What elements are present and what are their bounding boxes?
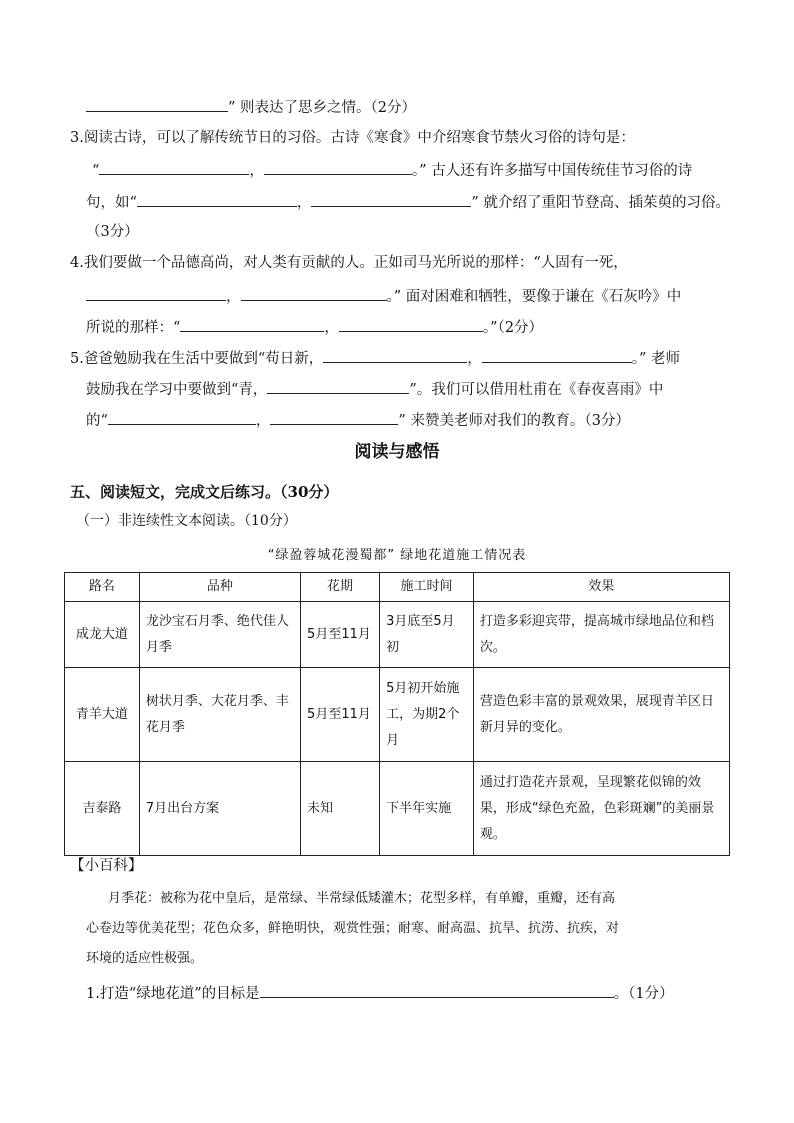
header-construction: 施工时间: [380, 573, 474, 602]
cell-variety: 龙沙宝石月季、绝代佳人月季: [139, 602, 300, 668]
wiki-line-3: 环境的适应性极强。: [86, 951, 204, 966]
q1-end: 。（1分）: [613, 986, 674, 1002]
q4-line3-end: 。”（2分）: [482, 320, 544, 336]
q1-start: 1.打造“绿地花道”的目标是: [86, 986, 260, 1002]
table-header-row: [65, 573, 730, 602]
table-title: “绿盈蓉城花漫蜀都” 绿地花道施工情况表: [267, 548, 527, 563]
wiki-label: 【小百科】: [70, 858, 143, 874]
q1-line: [86, 982, 674, 1004]
q5-line3: [86, 409, 630, 431]
q2-tail-text: ” 则表达了思乡之情。（2分）: [228, 100, 416, 116]
answer-blank[interactable]: [180, 316, 324, 332]
cell-construction: 5月初开始施工，为期2个月: [380, 668, 474, 762]
cell-effect: 打造多彩迎宾带，提高城市绿地品位和档次。: [473, 602, 729, 668]
answer-blank[interactable]: [339, 316, 483, 332]
q3-intro: 3.阅读古诗，可以了解传统节日的习俗。古诗《寒食》中介绍寒食节禁火习俗的诗句是：: [70, 130, 635, 146]
wiki-line-2: 心卷边等优美花型；花色众多，鲜艳明快，观赏性强；耐寒、耐高温、抗旱、抗涝、抗疾，对: [86, 921, 620, 936]
q5-line3-start: 的“: [86, 413, 108, 429]
header-road: 路名: [65, 573, 140, 602]
cell-bloom: 5月至11月: [301, 602, 380, 668]
header-variety: 品种: [139, 573, 300, 602]
q3-comma: ，: [249, 163, 264, 179]
q5-line1-end: 。” 老师: [631, 351, 681, 367]
answer-blank[interactable]: [108, 409, 256, 425]
cell-variety: 树状月季、大花月季、丰花月季: [139, 668, 300, 762]
q5-line1: [70, 347, 680, 369]
cell-effect: 营造色彩丰富的景观效果，展现青羊区日新月异的变化。: [473, 668, 729, 762]
section-five-title: 五、阅读短文，完成文后练习。（30分）: [70, 483, 339, 501]
q3-score: （3分）: [86, 224, 139, 240]
q5-comma: ，: [255, 413, 271, 429]
q5-line3-end: ” 来赞美老师对我们的教育。（3分）: [398, 413, 630, 429]
q3-comma: ，: [296, 195, 312, 211]
q4-comma: ，: [324, 320, 339, 336]
q5-line2-start: 鼓励我在学习中要做到“青，: [86, 382, 268, 398]
q5-line2: [86, 378, 663, 400]
answer-blank[interactable]: [311, 191, 471, 207]
q5-comma: ，: [467, 351, 482, 367]
table-row: [65, 602, 730, 668]
cell-bloom: 5月至11月: [301, 668, 380, 762]
wiki-line-1: 月季花：被称为花中皇后，是常绿、半常绿低矮灌木；花型多样，有单瓣，重瓣，还有高: [108, 891, 616, 906]
q4-line3-start: 所说的那样：“: [86, 320, 181, 336]
q4-line2: [86, 285, 681, 307]
q3-line2: [92, 159, 692, 181]
answer-blank[interactable]: [267, 378, 409, 394]
cell-road: 青羊大道: [65, 668, 140, 762]
answer-blank[interactable]: [260, 982, 614, 998]
cell-construction: 下半年实施: [380, 762, 474, 856]
cell-variety: 7月出台方案: [139, 762, 300, 856]
construction-table: [64, 572, 730, 856]
table-row: [65, 762, 730, 856]
answer-blank[interactable]: [482, 347, 632, 363]
q3-open-quote: “: [92, 163, 100, 179]
q4-mid-text: 。” 面对困难和牺牲，要像于谦在《石灰吟》中: [386, 289, 682, 305]
q2-tail-line: [86, 96, 416, 118]
q3-mid-text: 。” 古人还有许多描写中国传统佳节习俗的诗: [411, 163, 693, 179]
q4-line3: [86, 316, 543, 338]
answer-blank[interactable]: [241, 285, 387, 301]
q3-line3-start: 句，如“: [86, 195, 137, 211]
reading-title: 阅读与感悟: [354, 442, 440, 462]
q3-line3: [86, 191, 730, 213]
q3-line3-end: ” 就介绍了重阳节登高、插茱萸的习俗。: [471, 195, 730, 211]
table-row: [65, 668, 730, 762]
answer-blank[interactable]: [86, 285, 226, 301]
cell-effect: 通过打造花卉景观，呈现繁花似锦的效果，形成“绿色充盈，色彩斑斓”的美丽景观。: [473, 762, 729, 856]
cell-construction: 3月底至5月初: [380, 602, 474, 668]
q4-intro: 4.我们要做一个品德高尚，对人类有贡献的人。正如司马光所说的那样：“人固有一死，: [70, 255, 628, 271]
q4-comma: ，: [226, 289, 241, 305]
cell-road: 吉泰路: [65, 762, 140, 856]
answer-blank[interactable]: [99, 159, 249, 175]
cell-bloom: 未知: [301, 762, 380, 856]
cell-road: 成龙大道: [65, 602, 140, 668]
answer-blank[interactable]: [86, 96, 228, 112]
header-bloom: 花期: [301, 573, 380, 602]
answer-blank[interactable]: [270, 409, 398, 425]
q5-line2-end: ”。我们可以借用杜甫在《春夜喜雨》中: [409, 382, 664, 398]
part-one-title: （一）非连续性文本阅读。（10分）: [76, 513, 297, 529]
header-effect: 效果: [473, 573, 729, 602]
answer-blank[interactable]: [137, 191, 297, 207]
answer-blank[interactable]: [264, 159, 412, 175]
q5-line1-start: 5.爸爸勉励我在生活中要做到“苟日新，: [70, 351, 324, 367]
answer-blank[interactable]: [323, 347, 467, 363]
